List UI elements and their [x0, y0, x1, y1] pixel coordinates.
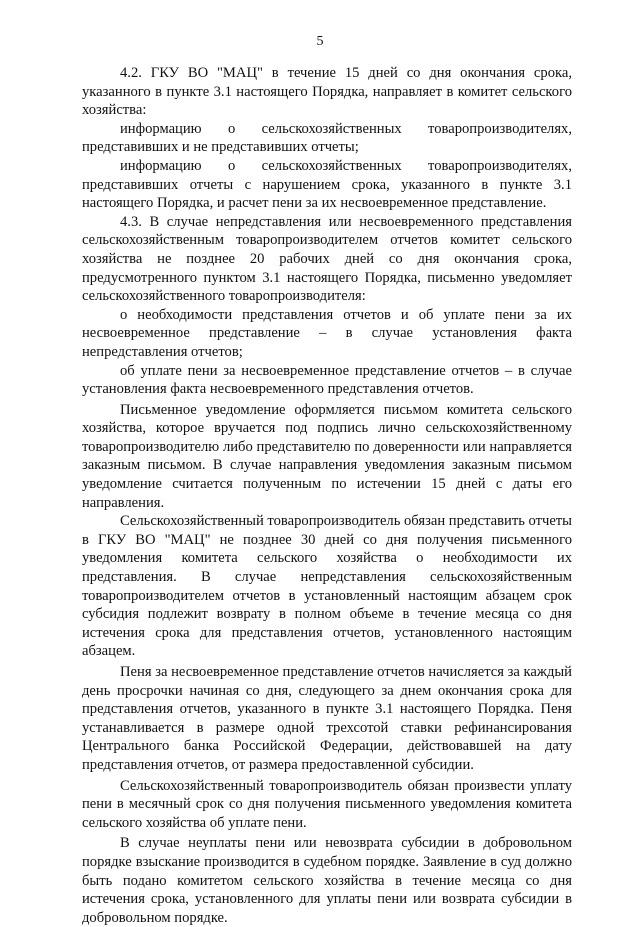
paragraph-penalty-accrual: Пеня за несвоевременное представление отчетов начисляется за каждый день просрочки начиная со дня, следующего за днем окончания срока для представления отчетов, указанного в пункте 3.1 настоящего Порядка. Пеня устанавливается в размере одной трехсотой ставки рефинансирования Центрального банка Российской Федерации, действовавшей на дату представления отчетов, от размера предоставленной субсидии. — [82, 664, 572, 773]
paragraph-4-3: 4.3. В случае непредставления или несвоевременного представления сельскохозяйственным товаропроизводителем отчетов комитет сельского хозяйства не позднее 20 рабочих дней со дня окончания срока, предусмотренного пунктом 3.1 настоящего Порядка, письменно уведомляет сельскохозяйственного товаропроизводителя: — [82, 213, 572, 305]
paragraph-court-recovery: В случае неуплаты пени или невозврата субсидии в добровольном порядке взыскание производится в судебном порядке. Заявление в суд должно быть подано комитетом сельского хозяйства в течение месяца со дня истечения срока, установленного для уплаты пени или возврата субсидии в добровольном порядке. — [82, 835, 572, 926]
paragraph-necessity-reports: о необходимости представления отчетов и об уплате пени за их несвоевременное представление – в случае установления факта непредставления отчетов; — [82, 306, 572, 360]
page-number: 5 — [316, 34, 324, 49]
paragraph-written-notice: Письменное уведомление оформляется письмом комитета сельского хозяйства, которое вручается под подпись лично сельскохозяйственному товаропроизводителю либо представителю по доверенности или направляется заказным письмом. В случае направления уведомления заказным письмом уведомление считается полученным по истечении 15 дней с даты его направления. — [82, 401, 572, 511]
document-body — [82, 64, 572, 927]
paragraph-producer-obligation: Сельскохозяйственный товаропроизводитель обязан представить отчеты в ГКУ ВО "МАЦ" не позднее 30 дней со дня получения письменного уведомления комитета сельского хозяйства о необходимости их представления. В случае непредставления сельскохозяйственным товаропроизводителем отчетов в установленный настоящим абзацем срок субсидия подлежит возврату в полном объеме в течение месяца со дня истечения срока для представления отчетов, установленного настоящим абзацем. — [82, 513, 572, 660]
paragraph-4-2: 4.2. ГКУ ВО "МАЦ" в течение 15 дней со дня окончания срока, указанного в пункте 3.1 настоящего Порядка, направляет в комитет сельского хозяйства: — [82, 65, 572, 119]
paragraph-info-submitted: информацию о сельскохозяйственных товаропроизводителях, представивших и не представивших отчеты; — [82, 120, 572, 156]
paragraph-penalty-payment: об уплате пени за несвоевременное представление отчетов – в случае установления факта несвоевременного представления отчетов. — [82, 362, 572, 398]
paragraph-info-late: информацию о сельскохозяйственных товаропроизводителях, представивших отчеты с нарушением срока, указанного в пункте 3.1 настоящего Порядка, и расчет пени за их несвоевременное представление. — [82, 157, 572, 212]
paragraph-penalty-term: Сельскохозяйственный товаропроизводитель обязан произвести уплату пени в месячный срок со дня получения письменного уведомления комитета сельского хозяйства об уплате пени. — [82, 777, 572, 831]
